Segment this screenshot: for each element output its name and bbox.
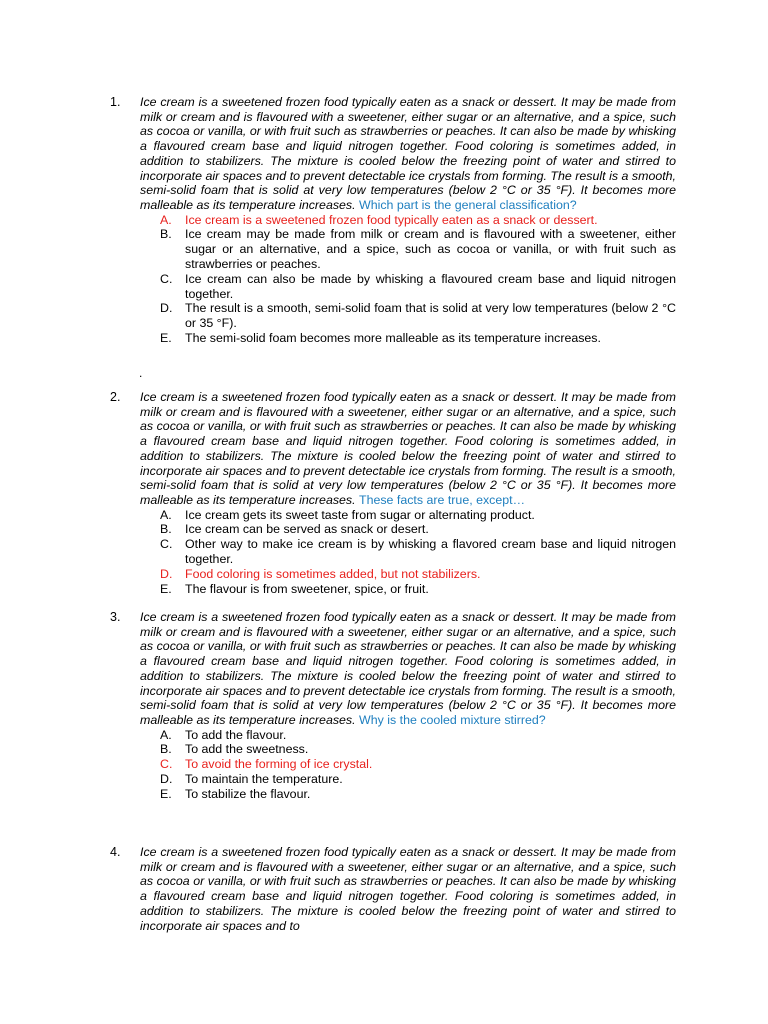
option-letter: B. <box>160 522 172 537</box>
option-letter: C. <box>160 537 173 552</box>
option-a <box>160 213 676 228</box>
option-text: The semi-solid foam becomes more malleable as its temperature increases. <box>185 331 601 345</box>
option-text: Ice cream can be served as snack or desert. <box>185 522 429 537</box>
option-a <box>160 508 676 523</box>
question-passage <box>140 390 676 508</box>
question-3 <box>110 610 676 802</box>
option-letter: A. <box>160 727 172 742</box>
option-text: The flavour is from sweetener, spice, or fruit. <box>185 581 429 596</box>
option-b <box>160 742 676 757</box>
passage-text: Ice cream is a sweetened frozen food typically eaten as a snack or dessert. It may be made from milk or cream and is flavoured with a sweetener, either sugar or an alternative, and a spice, such as cocoa or vanilla, or with fruit such as strawberries or peaches. It can also be made by whisking a flavoured cream base and liquid nitrogen together. Food coloring is sometimes added, in addition to stabilizers. The mixture is cooled below the freezing point of water and stirred to incorporate air spaces and to prevent detectable ice crystals from forming. The result is a smooth, semi-solid foam that is solid at very low temperatures (below 2 °C or 35 °F). It becomes more malleable as its temperature increases. <box>140 610 676 727</box>
option-letter: E. <box>160 581 172 596</box>
answer-options <box>160 213 676 346</box>
option-e <box>160 787 676 802</box>
option-text: The result is a smooth, semi-solid foam that is solid at very low temperatures (below 2 °C or 35 °F). <box>185 301 676 331</box>
question-passage <box>140 610 676 728</box>
option-c <box>160 537 676 567</box>
question-prompt: Which part is the general classification? <box>359 197 577 212</box>
option-text: To add the flavour. <box>185 727 287 742</box>
option-letter: C. <box>160 271 173 286</box>
option-text: Food coloring is sometimes added, but not stabilizers. <box>185 566 481 581</box>
option-letter: A. <box>160 507 172 522</box>
option-a <box>160 728 676 743</box>
option-c <box>160 272 676 302</box>
option-e <box>160 582 676 597</box>
option-b <box>160 227 676 271</box>
option-e <box>160 331 676 346</box>
question-prompt: Why is the cooled mixture stirred? <box>359 712 546 727</box>
option-d <box>160 567 676 582</box>
answer-options <box>160 728 676 802</box>
option-letter: A. <box>160 212 172 227</box>
option-c <box>160 757 676 772</box>
stray-mark: . <box>139 366 143 380</box>
option-d <box>160 301 676 331</box>
question-number: 4. <box>110 845 121 859</box>
passage-text: Ice cream is a sweetened frozen food typically eaten as a snack or dessert. It may be made from milk or cream and is flavoured with a sweetener, either sugar or an alternative, and a spice, such as cocoa or vanilla, or with fruit such as strawberries or peaches. It can also be made by whisking a flavoured cream base and liquid nitrogen together. Food coloring is sometimes added, in addition to stabilizers. The mixture is cooled below the freezing point of water and stirred to incorporate air spaces and to prevent detectable ice crystals from forming. The result is a smooth, semi-solid foam that is solid at very low temperatures (below 2 °C or 35 °F). It becomes more malleable as its temperature increases. <box>140 95 676 212</box>
option-letter: B. <box>160 742 172 757</box>
question-number: 1. <box>110 95 121 109</box>
option-text: Ice cream can also be made by whisking a flavoured cream base and liquid nitrogen together. <box>185 271 676 301</box>
option-letter: E. <box>160 786 172 801</box>
option-text: Other way to make ice cream is by whisking a flavored cream base and liquid nitrogen together. <box>185 537 676 567</box>
option-text: Ice cream gets its sweet taste from sugar or alternating product. <box>185 507 535 522</box>
option-text: Ice cream is a sweetened frozen food typically eaten as a snack or dessert. <box>185 212 598 227</box>
option-letter: C. <box>160 757 173 772</box>
question-passage <box>140 845 676 933</box>
option-letter: D. <box>160 772 173 787</box>
option-text: Ice cream may be made from milk or cream and is flavoured with a sweetener, either sugar or an alternative, and a spice, such as cocoa or vanilla, or with fruit such as strawberries or peaches. <box>185 227 676 272</box>
question-number: 2. <box>110 390 121 404</box>
question-number: 3. <box>110 610 121 624</box>
option-text: To maintain the temperature. <box>185 772 343 787</box>
question-4 <box>110 845 676 933</box>
option-letter: D. <box>160 566 173 581</box>
option-b <box>160 522 676 537</box>
option-letter: B. <box>160 227 172 242</box>
option-d <box>160 772 676 787</box>
option-letter: D. <box>160 301 173 316</box>
question-passage <box>140 95 676 213</box>
option-letter: E. <box>160 331 172 345</box>
option-text: To add the sweetness. <box>185 742 309 757</box>
passage-text: Ice cream is a sweetened frozen food typically eaten as a snack or dessert. It may be made from milk or cream and is flavoured with a sweetener, either sugar or an alternative, and a spice, such as cocoa or vanilla, or with fruit such as strawberries or peaches. It can also be made by whisking a flavoured cream base and liquid nitrogen together. Food coloring is sometimes added, in addition to stabilizers. The mixture is cooled below the freezing point of water and stirred to incorporate air spaces and to <box>140 845 676 933</box>
option-text: To stabilize the flavour. <box>185 786 311 801</box>
question-2 <box>110 390 676 596</box>
passage-text: Ice cream is a sweetened frozen food typically eaten as a snack or dessert. It may be made from milk or cream and is flavoured with a sweetener, either sugar or an alternative, and a spice, such as cocoa or vanilla, or with fruit such as strawberries or peaches. It can also be made by whisking a flavoured cream base and liquid nitrogen together. Food coloring is sometimes added, in addition to stabilizers. The mixture is cooled below the freezing point of water and stirred to incorporate air spaces and to prevent detectable ice crystals from forming. The result is a smooth, semi-solid foam that is solid at very low temperatures (below 2 °C or 35 °F). It becomes more malleable as its temperature increases. <box>140 390 676 507</box>
question-prompt: These facts are true, except… <box>359 492 525 507</box>
answer-options <box>160 508 676 597</box>
option-text: To avoid the forming of ice crystal. <box>185 757 373 772</box>
question-1 <box>110 95 676 346</box>
